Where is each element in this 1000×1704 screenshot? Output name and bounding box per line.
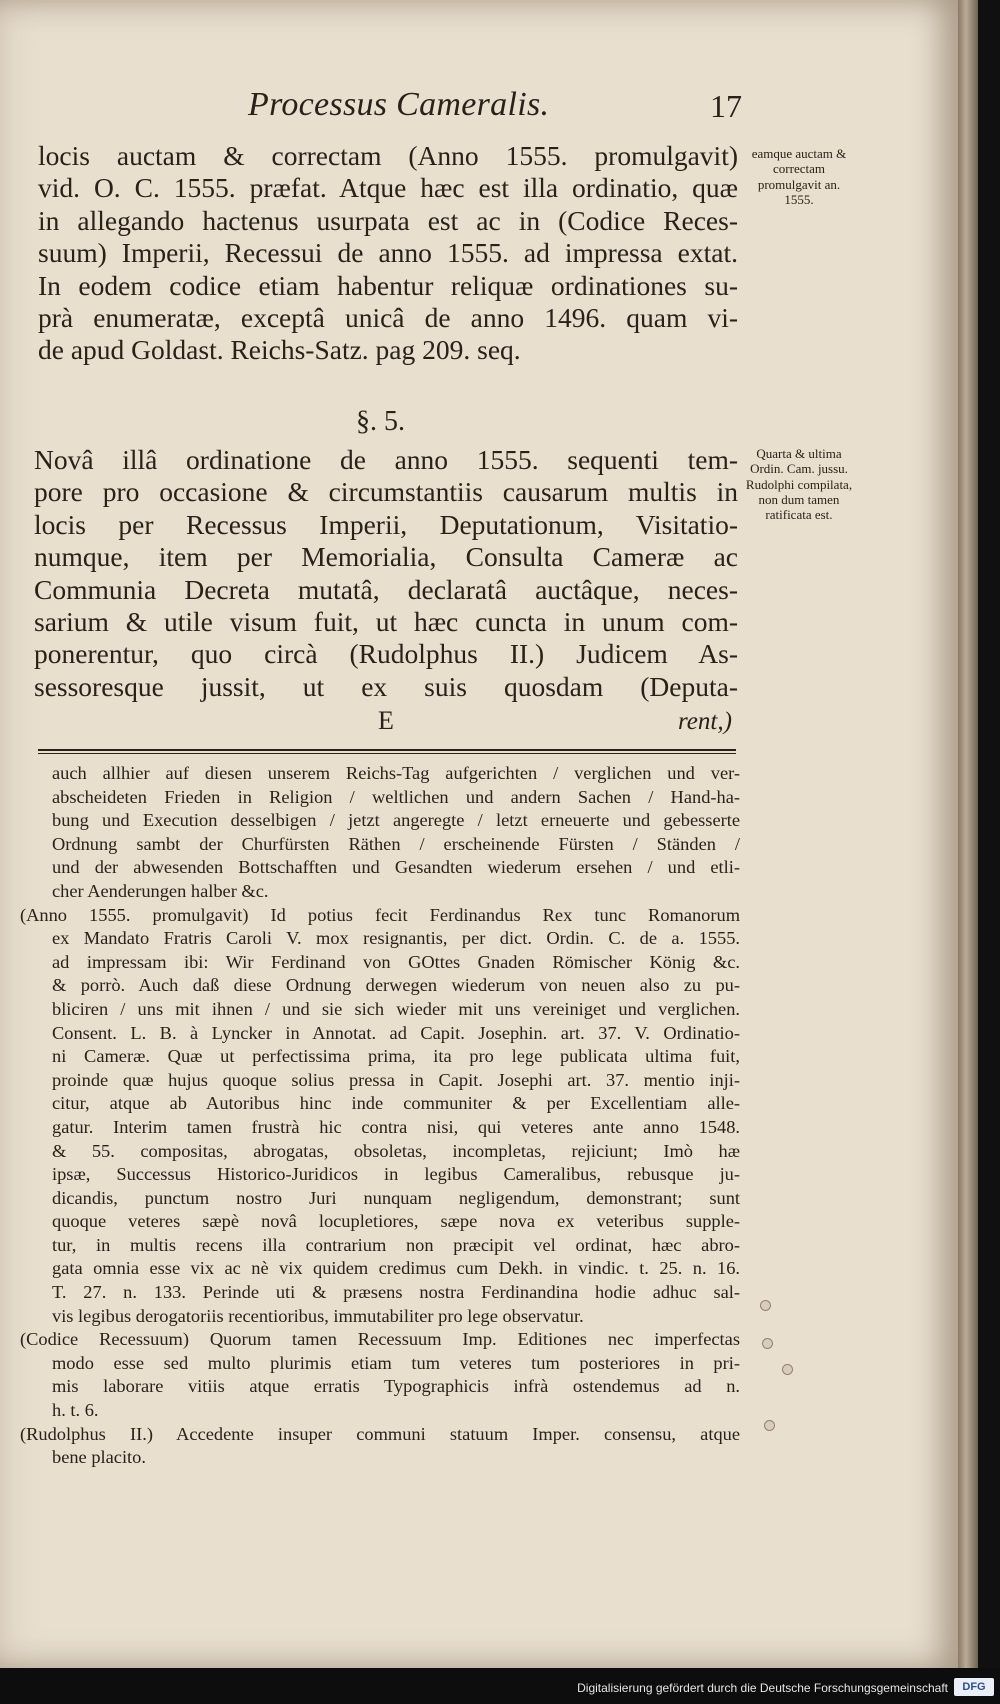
footnote-line: abscheideten Frieden in Religion / weltlichen und andern Sachen / Hand-ha- [52,786,740,807]
footnote-line: gatur. Interim tamen frustrà hic contra nisi, qui veteres ante anno 1548. [52,1116,740,1137]
footnote-line: cher Aenderungen halber &c. [52,880,269,901]
footnote-line: (Codice Recessuum) Quorum tamen Recessuum Imp. Editiones nec imperfectas [20,1329,740,1350]
footnote-line: proinde quæ hujus quoque solius pressa in Capit. Josephi art. 37. mentio inji- [52,1069,740,1090]
footnote-line: Consent. L. B. à Lyncker in Annotat. ad Capit. Josephin. art. 37. V. Ordinatio- [52,1022,740,1043]
footnote-rule [38,749,736,754]
hole [782,1364,793,1375]
footnote-line: tur, in multis recens illa contrarium non præcipit vel ordinat, hæc abro- [52,1234,740,1255]
hole [762,1338,773,1349]
text-line: numque, item per Memorialia, Consulta Cameræ ac [34,541,738,573]
scan-border [978,0,1000,1668]
margin-note-2: Quarta & ultima Ordin. Cam. jussu. Rudolphi compilata, non dum tamen ratificata est. [745,446,853,523]
footnote-line: ex Mandato Fratris Caroli V. mox resignantis, per dict. Ordin. C. de a. 1555. [52,928,740,949]
footnote-line: h. t. 6. [52,1400,99,1421]
hole [760,1300,771,1311]
footnote-line: ni Cameræ. Quæ ut perfectissima prima, ita pro lege publicata ultima fuit, [52,1046,740,1067]
footnote-line: (Anno 1555. promulgavit) Id potius fecit Ferdinandus Rex tunc Romanorum [20,904,740,925]
footnote-line: mis laborare vitiis atque erratis Typographicis infrà ostendemus ad n. [52,1376,740,1397]
footnote-line: bliciren / uns mit ihnen / und sie sich wieder mit uns vereiniget und verglichen. [52,998,740,1019]
footnote-line: dicandis, punctum nostro Juri nunquam negligendum, demonstrant; sunt [52,1187,740,1208]
signature-mark: E [378,706,394,735]
section-heading: §. 5. [356,406,405,437]
text-line: sessoresque jussit, ut ex suis quosdam (Deputa- [34,670,738,702]
footnote-line: auch allhier auf diesen unserem Reichs-Tag aufgerichten / verglichen und ver- [52,763,740,783]
hole [764,1420,775,1431]
text-line: ponerentur, quo circà (Rudolphus II.) Judicem As- [34,638,738,670]
text-line: Novâ illâ ordinatione de anno 1555. sequenti tem- [34,444,738,475]
footnote-line: ad impressam ibi: Wir Ferdinand von GOttes Gnaden Römischer König &c. [52,951,740,972]
footnote-line: und der abwesenden Bottschafften und Gesandten wiederum ersehen / und etli- [52,857,740,878]
footnotes-block [20,762,740,1470]
text-line: in allegando hactenus usurpata est ac in (Codice Reces- [38,204,738,236]
page-edge [958,0,978,1668]
footnote-line: vis legibus derogatoriis recentioribus, immutabiliter pro lege observatur. [52,1305,584,1326]
footer-credit: Digitalisierung gefördert durch die Deutsche Forschungsgemeinschaft [577,1681,948,1695]
footnote-line: T. 27. n. 133. Perinde uti & præsens nostra Ferdinandina hodie adhuc sal- [52,1282,740,1303]
margin-note-1: eamque auctam & correctam promulgavit an. 1555. [751,146,847,207]
text-line: prà enumeratæ, exceptâ unicâ de anno 1496. quam vi- [38,301,738,333]
footnote-line: bene placito. [52,1447,146,1468]
text-line: Communia Decreta mutatâ, declaratâ auctâque, neces- [34,573,738,605]
binding-holes [760,1300,790,1430]
text-line: suum) Imperii, Recessui de anno 1555. ad impressa extat. [38,237,738,269]
footnote-line: quoque veteres sæpè novâ locupletiores, sæpe nova ex veteribus supple- [52,1211,740,1232]
footnote-line: & porrò. Auch daß diese Ordnung derwegen wiederum von neuen also zu pu- [52,975,740,996]
footnote-line: & 55. compositas, abrogatas, obsoletas, incompletas, rejiciunt; Imò hæ [52,1140,740,1161]
footnote-line: modo esse sed multo plurimis etiam tum veteres tum posteriores in pri- [52,1352,740,1373]
footnote-line: citur, atque ab Autoribus hinc inde communiter & per Excellentiam alle- [52,1093,740,1114]
text-line: pore pro occasione & circumstantiis causarum multis in [34,476,738,508]
text-line: locis per Recessus Imperii, Deputationum, Visitatio- [34,508,738,540]
text-line: locis auctam & correctam (Anno 1555. promulgavit) [38,140,738,171]
dfg-logo: DFG [954,1678,994,1696]
text-line: sarium & utile visum fuit, ut hæc cuncta in unum com- [34,605,738,637]
footnote-line: Ordnung sambt der Churfürsten Räthen / erscheinende Fürsten / Ständen / [52,833,740,854]
text-line: de apud Goldast. Reichs-Satz. pag 209. seq. [38,334,521,366]
footnote-line: ipsæ, Successus Historico-Juridicos in legibus Cameralibus, rebusque ju- [52,1164,740,1185]
text-line: In eodem codice etiam habentur reliquæ ordinationes su- [38,269,738,301]
footnote-line: gata omnia esse vix ac nè vix quidem credimus cum Dekh. in vindic. t. 25. n. 16. [52,1258,740,1279]
footnote-line: bung und Execution desselbigen / jetzt angeregte / letzt erneuerte und gebesserte [52,810,740,831]
main-text-block-2 [34,444,738,703]
running-title: Processus Cameralis. [248,86,550,123]
main-text-block-1 [38,140,738,367]
footnote-line: (Rudolphus II.) Accedente insuper communi statuum Imper. consensu, atque [20,1423,740,1444]
catchword: rent,) [678,708,732,735]
text-line: vid. O. C. 1555. præfat. Atque hæc est illa ordinatio, quæ [38,172,738,204]
page-number: 17 [710,88,742,124]
